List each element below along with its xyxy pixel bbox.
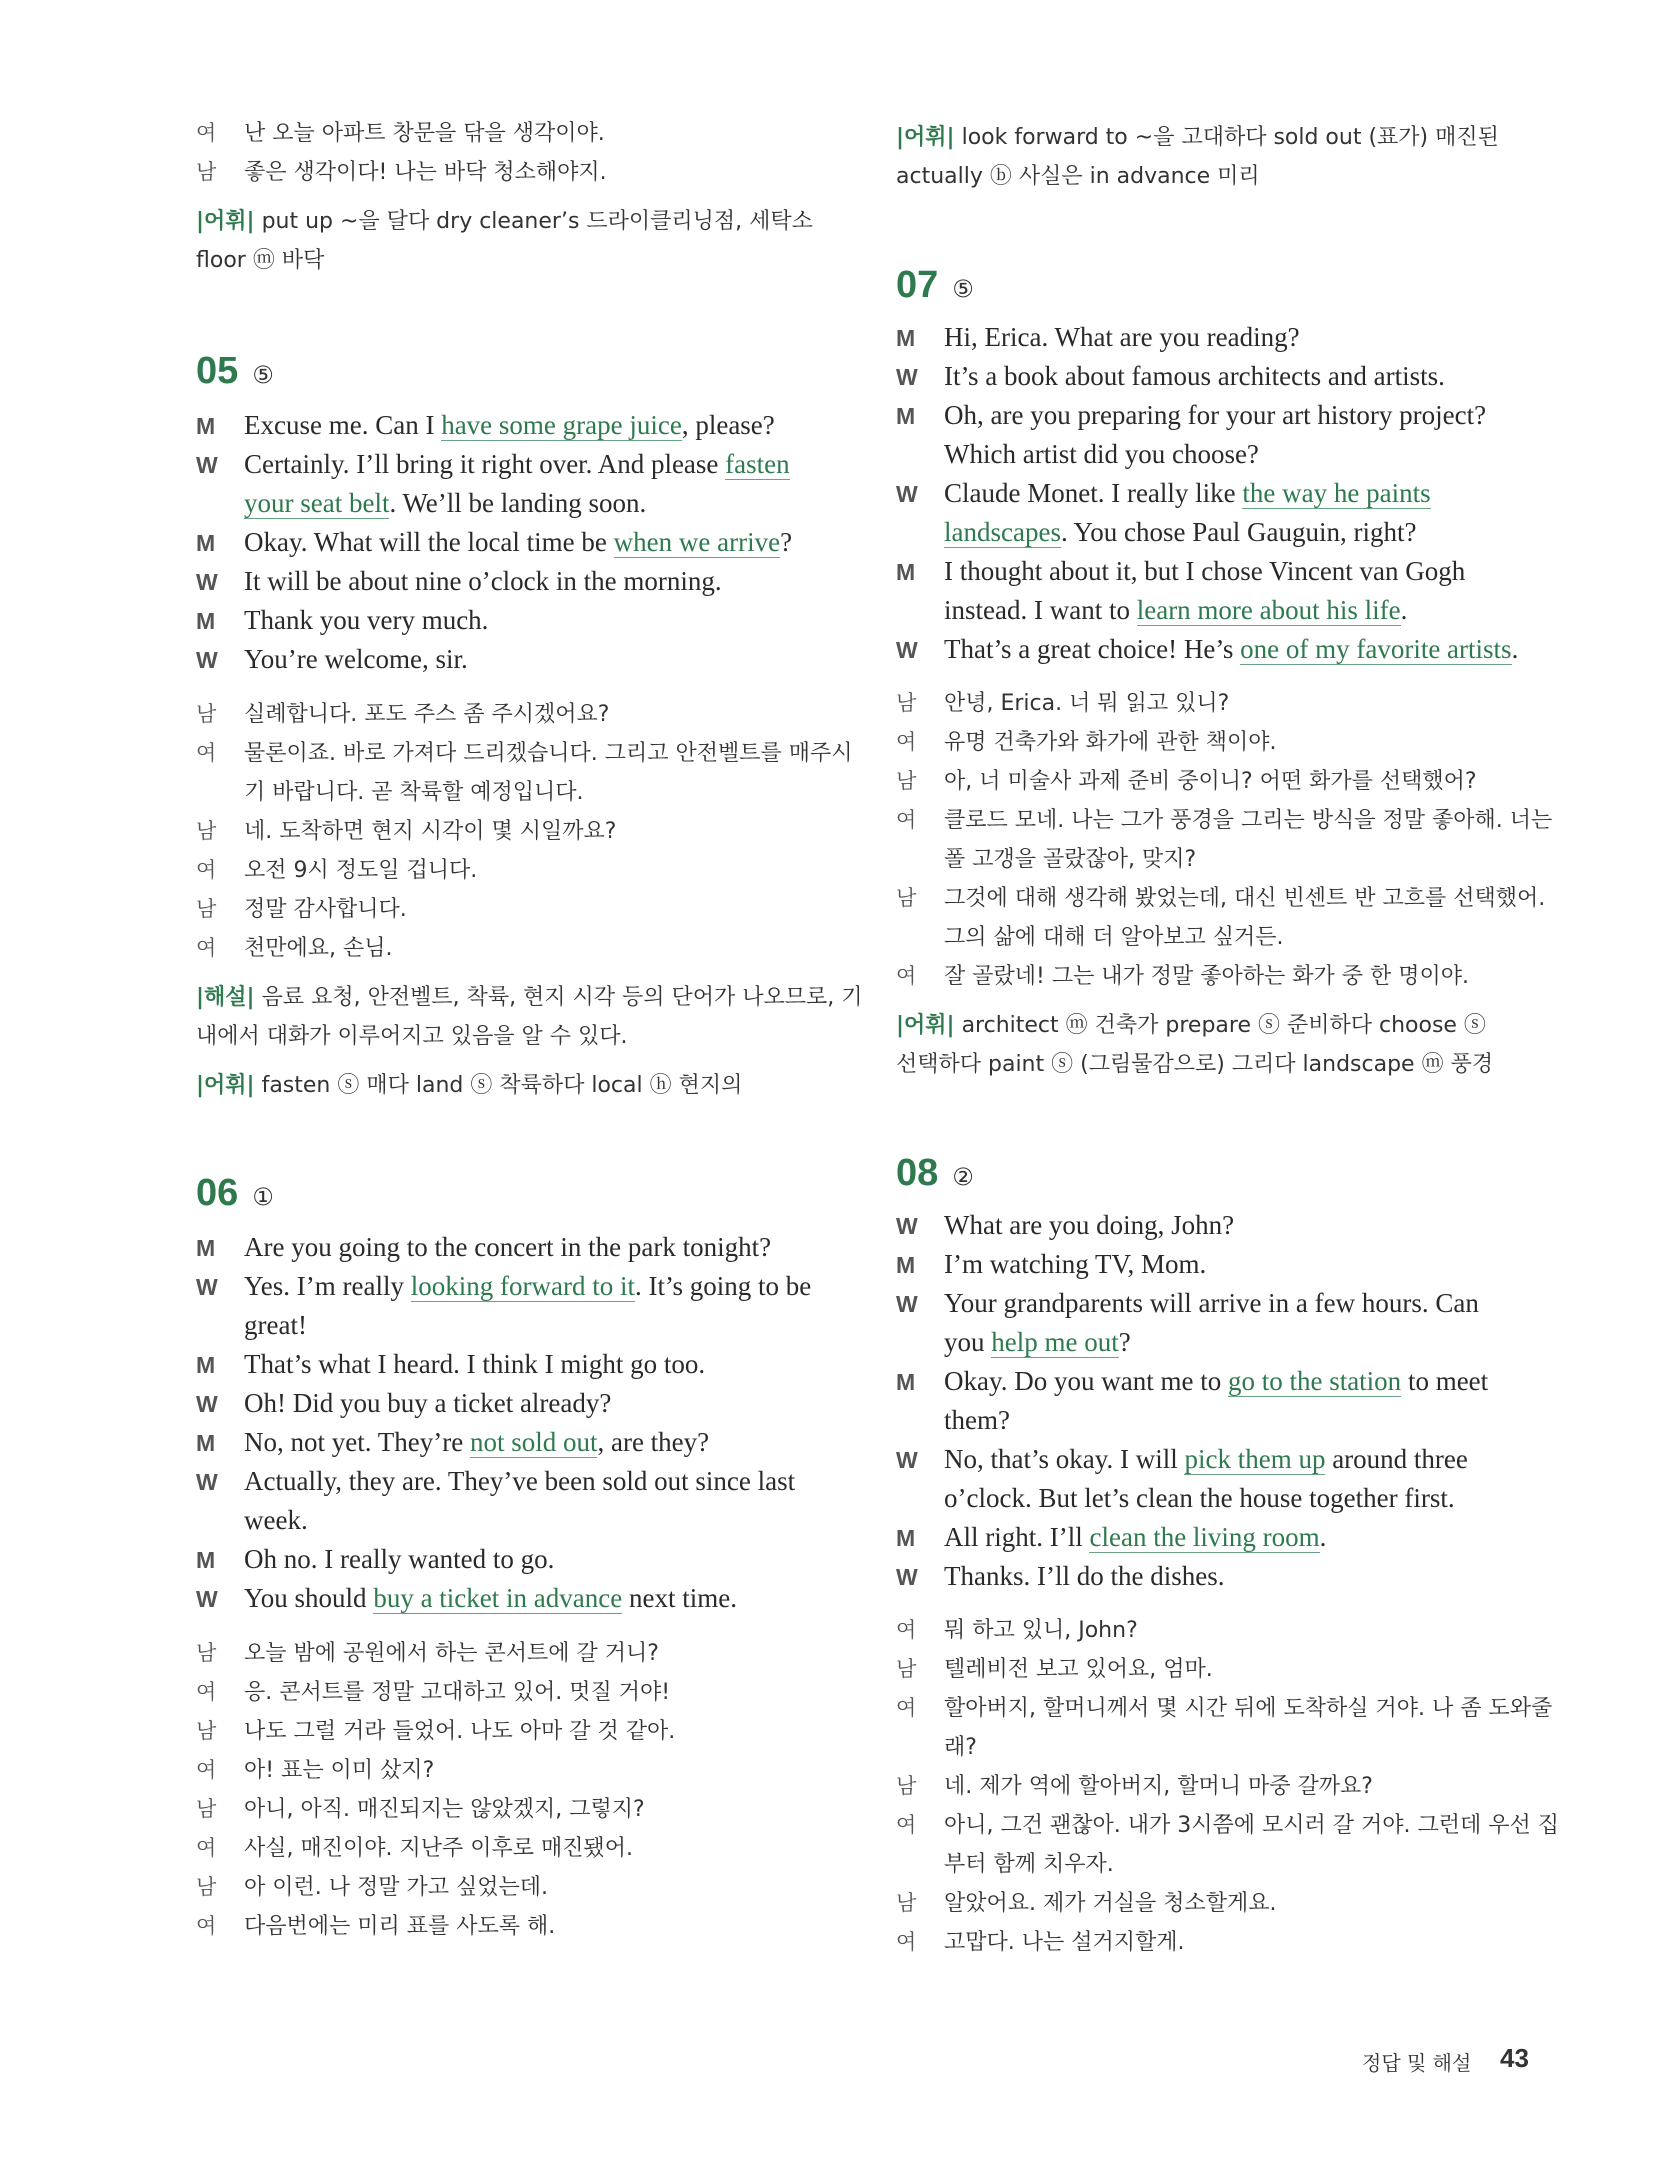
explanation-note: 내에서 대화가 이루어지고 있음을 알 수 있다. <box>196 1024 628 1049</box>
vocab-note: |어휘| look forward to ~을 고대하다 sold out (표가) 매진된 <box>896 125 1499 150</box>
page-number: 43 <box>1500 2043 1529 2073</box>
vocab-note: |어휘| put up ~을 달다 dry cleaner’s 드라이클리닝점, 세탁소 <box>196 209 813 234</box>
question-number: 07 ⑤ <box>896 264 974 306</box>
vocab-note: 선택하다 paint ⓢ (그림물감으로) 그리다 landscape ⓜ 풍경 <box>896 1052 1494 1077</box>
vocab-note: |어휘| architect ⓜ 건축가 prepare ⓢ 준비하다 choose ⓢ <box>896 1013 1486 1038</box>
question-number: 08 ② <box>896 1152 974 1194</box>
question-number: 06 ① <box>196 1172 274 1214</box>
explanation-note: |해설| 음료 요청, 안전벨트, 착륙, 현지 시각 등의 단어가 나오므로, 기 <box>196 985 863 1010</box>
vocab-note: floor ⓜ 바닥 <box>196 248 325 273</box>
vocab-note: |어휘| fasten ⓢ 매다 land ⓢ 착륙하다 local ⓗ 현지의 <box>196 1073 743 1098</box>
footer-section-label: 정답 및 해설 <box>1362 2051 1472 2075</box>
vocab-note: actually ⓑ 사실은 in advance 미리 <box>896 164 1260 189</box>
question-number: 05 ⑤ <box>196 350 274 392</box>
